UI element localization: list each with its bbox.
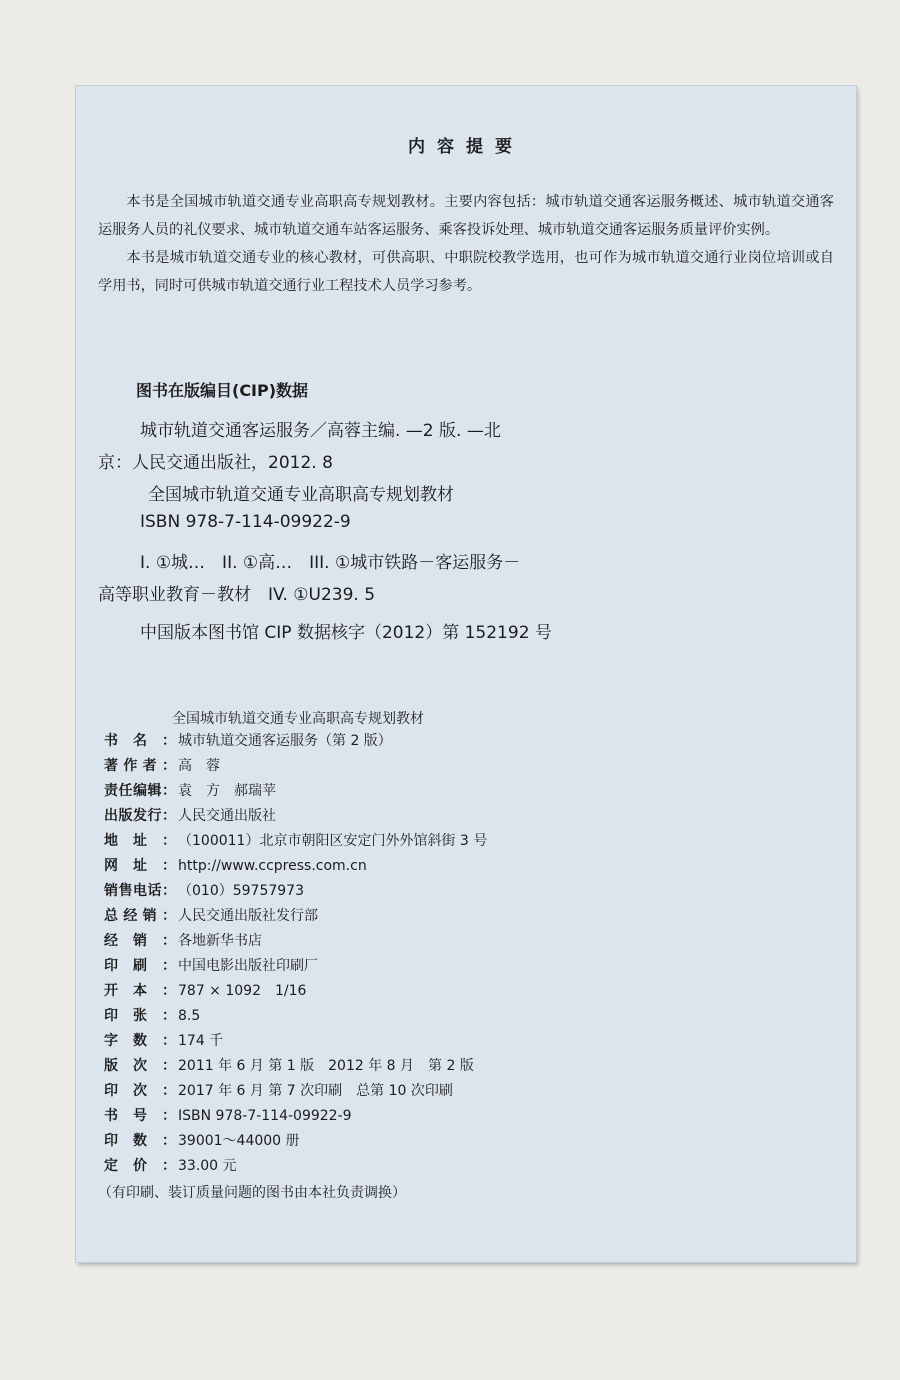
colophon-label: 印次：	[104, 1083, 176, 1099]
colophon-row	[104, 730, 392, 750]
summary-paragraph-1: 本书是全国城市轨道交通专业高职高专规划教材。主要内容包括：城市轨道交通客运服务概述、城市轨道交通客运服务人员的礼仪要求、城市轨道交通车站客运服务、乘客投诉处理、城市轨道交通客运服务质量评价实例。	[98, 194, 834, 238]
cip-line: ISBN 978-7-114-09922-9	[140, 512, 351, 532]
colophon-label: 著作者：	[104, 758, 176, 774]
colophon-label: 印张：	[104, 1008, 176, 1024]
colophon-value: 人民交通出版社发行部	[178, 908, 318, 924]
colophon-value: （010）59757973	[178, 883, 304, 899]
summary-paragraph-2: 本书是城市轨道交通专业的核心教材，可供高职、中职院校教学选用，也可作为城市轨道交通行业岗位培训或自学用书，同时可供城市轨道交通行业工程技术人员学习参考。	[98, 250, 834, 294]
colophon-value: ISBN 978-7-114-09922-9	[178, 1108, 352, 1124]
summary-title: 内容提要	[408, 137, 524, 157]
colophon-value: 787 × 1092 1/16	[178, 983, 307, 999]
cip-line: 高等职业教育－教材 IV. ①U239. 5	[98, 585, 376, 605]
colophon-series: 全国城市轨道交通专业高职高专规划教材	[172, 711, 424, 727]
colophon-value: 2017 年 6 月 第 7 次印刷 总第 10 次印刷	[178, 1083, 453, 1099]
colophon-row	[104, 1030, 223, 1050]
colophon-row	[104, 755, 220, 775]
colophon-label: 经销：	[104, 933, 176, 949]
cip-line: 城市轨道交通客运服务／高蓉主编. —2 版. —北	[140, 421, 501, 441]
colophon-value: 8.5	[178, 1008, 201, 1024]
copyright-page	[76, 86, 856, 1262]
colophon-row	[104, 930, 262, 950]
colophon-label: 字数：	[104, 1033, 176, 1049]
colophon-value: 各地新华书店	[178, 933, 262, 949]
colophon-value: 人民交通出版社	[178, 808, 276, 824]
colophon-value: 174 千	[178, 1033, 224, 1049]
colophon-label: 定价：	[104, 1158, 176, 1174]
colophon-value: 城市轨道交通客运服务（第 2 版）	[178, 733, 392, 749]
colophon-value: 袁 方 郝瑞苹	[178, 783, 276, 799]
colophon-label: 书名：	[104, 733, 176, 749]
colophon-label: 出版发行：	[104, 808, 176, 824]
colophon-value: http://www.ccpress.com.cn	[178, 858, 367, 874]
colophon-row	[104, 1080, 453, 1100]
colophon-value: 39001～44000 册	[178, 1133, 300, 1149]
colophon-value: 中国电影出版社印刷厂	[178, 958, 318, 974]
colophon-row	[104, 1005, 200, 1025]
colophon-row	[104, 905, 318, 925]
colophon-label: 销售电话：	[104, 883, 176, 899]
colophon-value: （100011）北京市朝阳区安定门外外馆斜街 3 号	[178, 833, 488, 849]
colophon-label: 版次：	[104, 1058, 176, 1074]
cip-number: 中国版本图书馆 CIP 数据核字（2012）第 152192 号	[140, 623, 552, 643]
colophon-row	[104, 1105, 352, 1125]
colophon-row	[104, 980, 306, 1000]
colophon-label: 开本：	[104, 983, 176, 999]
colophon-label: 书号：	[104, 1108, 176, 1124]
colophon-row	[104, 955, 318, 975]
colophon-row	[104, 1155, 237, 1175]
colophon-note: （有印刷、装订质量问题的图书由本社负责调换）	[98, 1185, 406, 1201]
summary-body	[98, 188, 834, 300]
colophon-row	[104, 830, 487, 850]
colophon-label: 地址：	[104, 833, 176, 849]
colophon-value: 2011 年 6 月 第 1 版 2012 年 8 月 第 2 版	[178, 1058, 474, 1074]
colophon-label: 网址：	[104, 858, 176, 874]
colophon-row	[104, 880, 304, 900]
colophon-label: 总经销：	[104, 908, 176, 924]
colophon-label: 印数：	[104, 1133, 176, 1149]
cip-line: 全国城市轨道交通专业高职高专规划教材	[148, 485, 454, 505]
cip-heading: 图书在版编目(CIP)数据	[136, 381, 309, 400]
colophon-row	[104, 805, 276, 825]
colophon-row	[104, 855, 367, 875]
cip-line: 京：人民交通出版社，2012. 8	[98, 453, 333, 473]
colophon-value: 33.00 元	[178, 1158, 237, 1174]
colophon-row	[104, 1055, 474, 1075]
cip-line: I. ①城… II. ①高… III. ①城市铁路－客运服务－	[140, 553, 521, 573]
colophon-label: 责任编辑：	[104, 783, 176, 799]
colophon-row	[104, 780, 276, 800]
colophon-value: 高 蓉	[178, 758, 220, 774]
colophon-row	[104, 1130, 300, 1150]
colophon-label: 印刷：	[104, 958, 176, 974]
